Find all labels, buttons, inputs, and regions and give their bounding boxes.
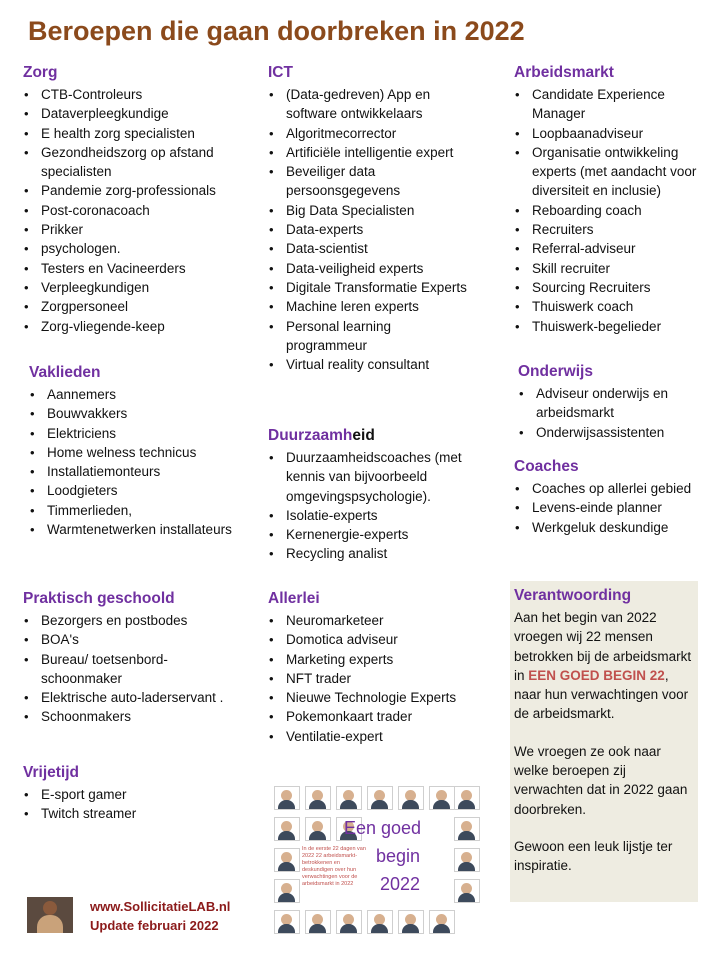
list-item: • Bezorgers en postbodes — [23, 611, 248, 630]
list-item: • Loodgieters — [29, 481, 234, 500]
list-item: • Installatiemonteurs — [29, 462, 234, 481]
list-item: • Onderwijsassistenten — [518, 423, 708, 442]
portrait-photo — [274, 910, 300, 934]
list-item: • Ventilatie-expert — [268, 727, 468, 746]
heading-part-b: eid — [352, 427, 375, 444]
list-item: • Isolatie-experts — [268, 506, 468, 525]
list-item: • Kernenergie-experts — [268, 525, 468, 544]
list-item: • Recycling analist — [268, 544, 468, 563]
column-left-praktisch — [23, 589, 248, 735]
list-item: • Recruiters — [514, 220, 704, 239]
page-title: Beroepen die gaan doorbreken in 2022 — [28, 16, 525, 46]
verantwoording-text-b: , naar hun verwachtingen voor de arbeidsmarkt. — [514, 667, 689, 722]
list-praktisch — [23, 611, 248, 727]
list-item: • Coaches op allerlei gebied — [514, 479, 704, 498]
list-item: • Schoonmakers — [23, 707, 248, 726]
column-left-vaklieden — [29, 363, 234, 547]
list-item: • Reboarding coach — [514, 201, 704, 220]
list-item: • Levens-einde planner — [514, 498, 704, 517]
verantwoording-paragraph-1 — [514, 608, 694, 724]
section-heading-onderwijs: Onderwijs — [518, 363, 593, 380]
section-heading-zorg: Zorg — [23, 64, 58, 81]
portrait-photo — [454, 879, 480, 903]
list-item: • NFT trader — [268, 669, 468, 688]
list-item: • Candidate Experience Manager — [514, 85, 704, 124]
list-item: • Data-scientist — [268, 239, 468, 258]
section-heading-praktisch: Praktisch geschoold — [23, 590, 175, 607]
list-item: • Referral-adviseur — [514, 239, 704, 258]
list-item: • (Data-gedreven) App en software ontwikkelaars — [268, 85, 468, 124]
book-title-line-2: begin — [375, 846, 420, 866]
list-item: • Digitale Transformatie Experts — [268, 278, 468, 297]
list-item: • psychologen. — [23, 239, 248, 258]
list-item: • Nieuwe Technologie Experts — [268, 688, 468, 707]
list-item: • Thuiswerk-begeliеder — [514, 317, 704, 336]
portrait-photo — [367, 786, 393, 810]
portrait-photo — [429, 786, 455, 810]
column-right-onderwijs — [518, 362, 708, 450]
list-item: • Thuiswerk coach — [514, 297, 704, 316]
section-heading-duurzaamheid — [268, 426, 468, 445]
portrait-photo — [429, 910, 455, 934]
list-item: • BOA's — [23, 630, 248, 649]
list-item: • Machine leren experts — [268, 297, 468, 316]
list-item: • Pokemonkaart trader — [268, 707, 468, 726]
list-item: • Adviseur onderwijs en arbeidsmarkt — [518, 384, 708, 423]
list-item: • Marketing experts — [268, 650, 468, 669]
list-item: • Warmtenetwerken installateurs — [29, 520, 234, 539]
section-heading-coaches: Coaches — [514, 458, 579, 475]
footer — [90, 897, 230, 935]
list-item: • Zorg-vliegende-keep — [23, 317, 248, 336]
list-item: • Twitch streamer — [23, 804, 248, 823]
list-arbeidsmarkt — [514, 85, 704, 336]
list-item: • Testers en Vacineerders — [23, 259, 248, 278]
book-title — [344, 814, 422, 898]
list-item: • Skill recruiter — [514, 259, 704, 278]
list-item: • Aannemers — [29, 385, 234, 404]
portrait-photo — [274, 786, 300, 810]
list-item: • E-sport gamer — [23, 785, 248, 804]
list-item: • Sourcing Recruiters — [514, 278, 704, 297]
list-item: • Domotica adviseur — [268, 630, 468, 649]
column-middle-allerlei — [268, 589, 468, 754]
list-item: • Beveiliger data persoonsgegevens — [268, 162, 468, 201]
book-subtitle: In de eerste 22 dagen van 2022 22 arbeidsmarkt-betrokkenen en deskundigen over hun verwachtingen voor de arbeidsmarkt in 2022 — [302, 846, 366, 887]
list-item: • Bureau/ toetsenbord-schoonmaker — [23, 650, 248, 689]
list-item: • Personal learning programmeur — [268, 317, 468, 356]
list-item: • Bouwvakkers — [29, 404, 234, 423]
list-item: • Data-experts — [268, 220, 468, 239]
portrait-photo — [336, 786, 362, 810]
portrait-photo — [336, 910, 362, 934]
verantwoording-box — [510, 581, 698, 902]
section-heading-vaklieden: Vaklieden — [29, 364, 101, 381]
list-item: • Post-coronacoach — [23, 201, 248, 220]
list-item: • CTB-Controleurs — [23, 85, 248, 104]
portrait-photo — [398, 786, 424, 810]
list-item: • Artificiële intelligentie expert — [268, 143, 468, 162]
list-item: • Home welness technicus — [29, 443, 234, 462]
portrait-photo — [454, 786, 480, 810]
portrait-photo — [367, 910, 393, 934]
list-duurzaamheid — [268, 448, 468, 564]
section-heading-ict: ICT — [268, 64, 293, 81]
list-item: • Duurzaamheidscoaches (met kennis van bijvoorbeeld omgevingspsychologie). — [268, 448, 468, 506]
list-item: • Prikker — [23, 220, 248, 239]
portrait-photo — [454, 817, 480, 841]
column-right — [514, 63, 704, 344]
column-middle-duurzaamheid — [268, 426, 468, 572]
list-item: • Loopbaanadviseur — [514, 124, 704, 143]
list-item: • Data-veiligheid experts — [268, 259, 468, 278]
list-vrijetijd — [23, 785, 248, 824]
portrait-photo — [305, 910, 331, 934]
portrait-photo — [454, 848, 480, 872]
heading-part-a: Duurzaamh — [268, 427, 353, 444]
book-title-line-3: 2022 — [379, 874, 420, 894]
list-item: • Elektrische auto-laderservant . — [23, 688, 248, 707]
portrait-photo — [305, 817, 331, 841]
section-heading-vrijetijd: Vrijetijd — [23, 764, 79, 781]
column-left-vrijetijd — [23, 763, 248, 832]
list-item: • Timmerlieden, — [29, 501, 234, 520]
list-item: • Zorgpersoneel — [23, 297, 248, 316]
list-item: • Virtual reality consultant — [268, 355, 468, 374]
portrait-photo — [274, 848, 300, 872]
book-title-line-1: Een goed — [344, 818, 422, 838]
portrait-photo — [398, 910, 424, 934]
list-item: • E health zorg specialisten — [23, 124, 248, 143]
list-item: • Big Data Specialisten — [268, 201, 468, 220]
portrait-photo — [274, 817, 300, 841]
list-item: • Verpleegkundigen — [23, 278, 248, 297]
list-onderwijs — [518, 384, 708, 442]
column-right-coaches — [514, 457, 704, 545]
footer-website: www.SollicitatieLAB.nl — [90, 899, 231, 914]
list-item: • Elektriciens — [29, 424, 234, 443]
verantwoording-emphasis: EEN GOED BEGIN 22 — [528, 667, 665, 683]
list-ict — [268, 85, 468, 374]
verantwoording-text-a: Aan het begin van 2022 vroegen wij 22 mensen betrokken bij de arbeidsmarkt in — [514, 610, 692, 683]
book-cover-collage — [272, 784, 482, 944]
footer-update: Update februari 2022 — [90, 918, 219, 933]
verantwoording-paragraph-2: We vroegen ze ook naar welke beroepen zij verwachten dat in 2022 gaan doorbreken. — [514, 743, 688, 817]
verantwoording-paragraph-3: Gewoon een leuk lijstje ter inspiratie. — [514, 838, 673, 874]
portrait-photo — [274, 879, 300, 903]
list-zorg — [23, 85, 248, 336]
section-heading-arbeidsmarkt: Arbeidsmarkt — [514, 64, 614, 81]
list-coaches — [514, 479, 704, 537]
avatar — [27, 897, 73, 933]
column-left — [23, 63, 248, 344]
portrait-photo — [305, 786, 331, 810]
section-heading-verantwoording: Verantwoording — [514, 587, 632, 604]
list-item: • Algoritmecorrector — [268, 124, 468, 143]
list-item: • Neuromarketeer — [268, 611, 468, 630]
list-item: • Dataverpleegkundige — [23, 104, 248, 123]
list-allerlei — [268, 611, 468, 746]
column-middle — [268, 63, 468, 382]
list-vaklieden — [29, 385, 234, 539]
list-item: • Werkgeluk deskundige — [514, 518, 704, 537]
section-heading-allerlei: Allerlei — [268, 590, 320, 607]
list-item: • Pandemie zorg-professionals — [23, 181, 248, 200]
list-item: • Organisatie ontwikkeling experts (met aandacht voor diversiteit en inclusie) — [514, 143, 704, 201]
list-item: • Gezondheidszorg op afstand specialisten — [23, 143, 248, 182]
